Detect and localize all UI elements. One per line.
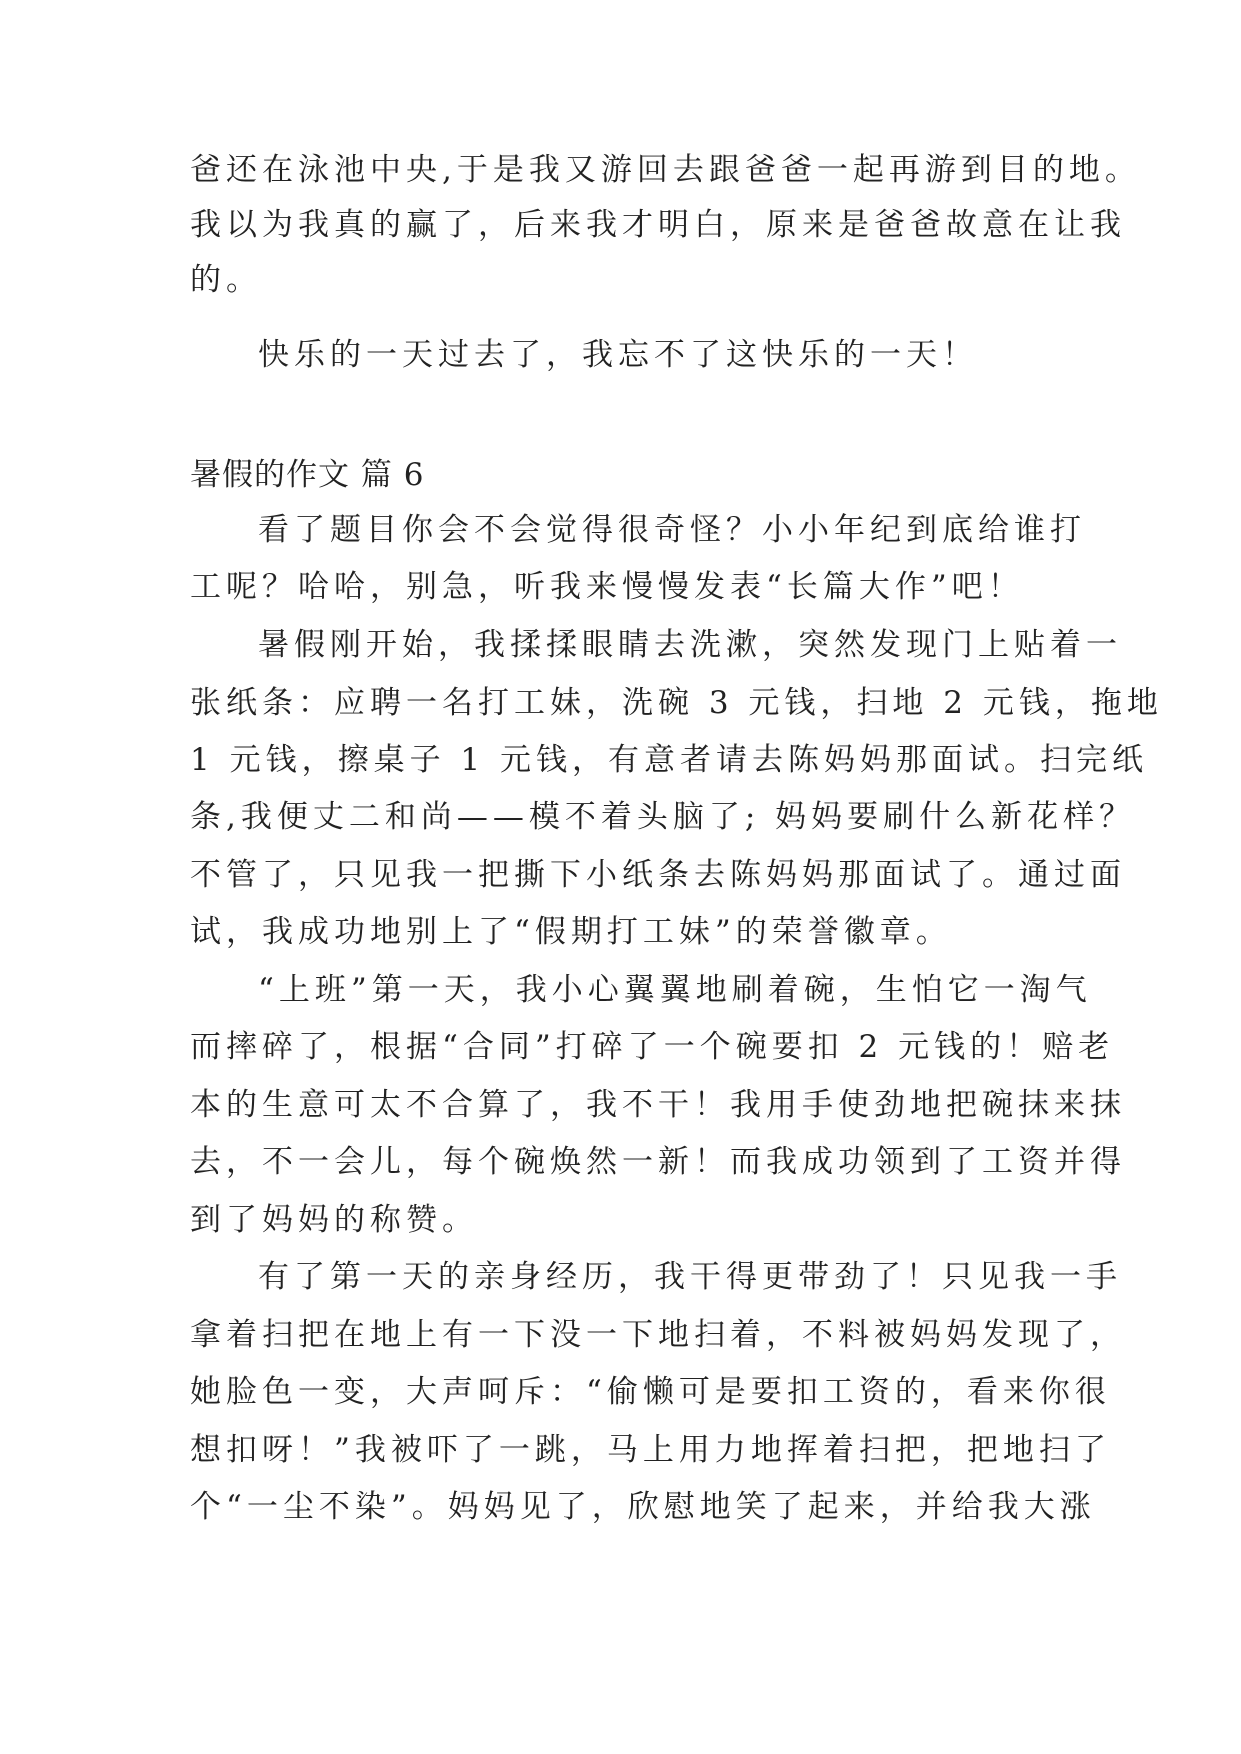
text-line-3: 的。 — [190, 262, 262, 298]
text-line-11: 条,我便丈二和尚——模不着头脑了; 妈妈要刷什么新花样？ — [190, 799, 1136, 835]
text-line-1: 爸还在泳池中央,于是我又游回去跟爸爸一起再游到目的地。 — [190, 152, 1141, 188]
text-line-22: 想扣呀！”我被吓了一跳，马上用力地挥着扫把，把地扫了 — [190, 1432, 1111, 1468]
text-line-18: 到了妈妈的称赞。 — [190, 1202, 478, 1238]
text-line-13: 试，我成功地别上了“假期打工妹”的荣誉徽章。 — [190, 914, 952, 950]
text-line-21: 她脸色一变，大声呵斥：“偷懒可是要扣工资的，看来你很 — [190, 1374, 1111, 1410]
text-line-4: 快乐的一天过去了，我忘不了这快乐的一天！ — [258, 337, 978, 373]
text-line-15: 而摔碎了，根据“合同”打碎了一个碗要扣 2 元钱的！赔老 — [190, 1029, 1115, 1065]
text-line-12: 不管了，只见我一把撕下小纸条去陈妈妈那面试了。通过面 — [190, 857, 1126, 893]
text-line-2: 我以为我真的赢了，后来我才明白，原来是爸爸故意在让我 — [190, 207, 1126, 243]
text-line-8: 暑假刚开始，我揉揉眼睛去洗漱，突然发现门上贴着一 — [258, 627, 1122, 663]
text-line-14: “上班”第一天，我小心翼翼地刷着碗，生怕它一淘气 — [258, 972, 1092, 1008]
text-line-6: 看了题目你会不会觉得很奇怪？小小年纪到底给谁打 — [258, 512, 1086, 548]
text-line-9: 张纸条：应聘一名打工妹，洗碗 3 元钱，扫地 2 元钱，拖地 — [190, 685, 1163, 721]
section-heading: 暑假的作文 篇 6 — [190, 457, 425, 493]
text-line-23: 个“一尘不染”。妈妈见了，欣慰地笑了起来，并给我大涨 — [190, 1489, 1096, 1525]
text-line-16: 本的生意可太不合算了，我不干！我用手使劲地把碗抹来抹 — [190, 1087, 1126, 1123]
text-line-7: 工呢？哈哈，别急，听我来慢慢发表“长篇大作”吧！ — [190, 569, 1024, 605]
text-line-19: 有了第一天的亲身经历，我干得更带劲了！只见我一手 — [258, 1259, 1122, 1295]
text-line-10: 1 元钱，擦桌子 1 元钱，有意者请去陈妈妈那面试。扫完纸 — [190, 742, 1149, 778]
text-line-20: 拿着扫把在地上有一下没一下地扫着，不料被妈妈发现了， — [190, 1317, 1126, 1353]
text-line-17: 去，不一会儿，每个碗焕然一新！而我成功领到了工资并得 — [190, 1144, 1126, 1180]
